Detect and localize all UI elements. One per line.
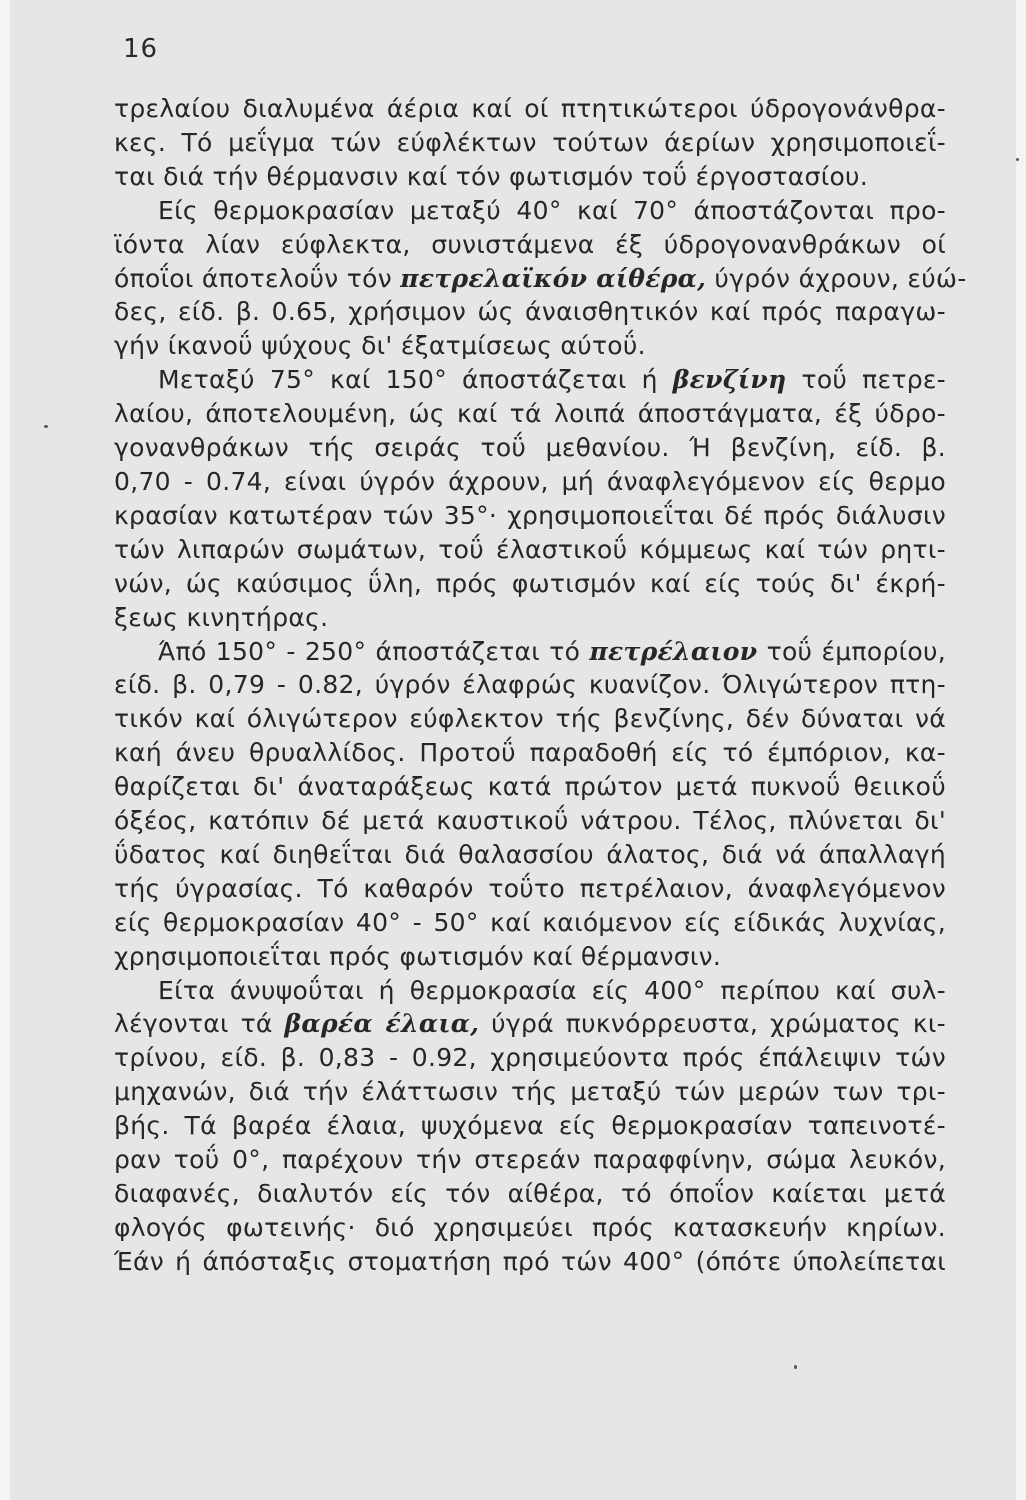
scan-speck bbox=[44, 425, 48, 428]
emphasized-term: πετρελαϊκόν αίθέρα, bbox=[400, 263, 707, 293]
line-text: ΰδατος καί διηθεΐται διά θαλασσίου άλατος, διά νά άπαλλαγή bbox=[114, 839, 946, 869]
line-text: Είτα άνυψοΰται ή θερμοκρασία είς 400° περίπου καί συλ- bbox=[158, 975, 946, 1005]
text-line bbox=[114, 601, 946, 635]
line-text: διαφανές, διαλυτόν είς τόν αίθέρα, τό όποΐον καίεται μετά bbox=[114, 1179, 946, 1208]
line-text: ραν τοΰ 0°, παρέχουν τήν στερεάν παραφφίνην, σώμα λευκόν, bbox=[114, 1145, 946, 1175]
line-text: φλογός φωτεινής· διό χρησιμεύει πρός κατασκευήν κηρίων. bbox=[114, 1212, 946, 1242]
line-text: τικόν καί όλιγώτερον εύφλεκτον τής βενζίνης, δέν δύναται νά bbox=[114, 704, 946, 734]
line-text: βής. Τά βαρέα έλαια, ψυχόμενα είς θερμοκρασίαν ταπεινοτέ- bbox=[114, 1111, 946, 1141]
text-line bbox=[114, 160, 946, 194]
line-text: τρίνου, είδ. β. 0,83 - 0.92, χρησιμεύοντα πρός έπάλειψιν τών bbox=[114, 1043, 946, 1073]
text-line bbox=[114, 295, 946, 329]
line-text: ξεως κινητήρας. bbox=[114, 602, 329, 632]
text-line bbox=[114, 1041, 946, 1075]
line-text: τής ύγρασίας. Τό καθαρόν τοΰτο πετρέλαιον, άναφλεγόμενον bbox=[114, 873, 946, 903]
text-line bbox=[114, 194, 946, 228]
emphasized-term: βενζίνη bbox=[672, 365, 787, 395]
line-text: 0,70 - 0.74, είναι ύγρόν άχρουν, μή άναφλεγόμενον είς θερμο bbox=[114, 466, 946, 496]
body-text bbox=[114, 92, 967, 1279]
line-text: λαίου, άποτελουμένη, ώς καί τά λοιπά άποστάγματα, έξ ύδρο- bbox=[114, 399, 946, 429]
text-line bbox=[114, 974, 946, 1008]
line-text: ϊόντα λίαν εύφλεκτα, συνιστάμενα έξ ύδρογονανθράκων οί bbox=[114, 229, 946, 259]
line-text: Έάν ή άπόσταξις στοματήση πρό τών 400° (όπότε ύπολείπεται bbox=[114, 1246, 946, 1276]
text-line bbox=[114, 1211, 946, 1245]
line-text: νών, ώς καύσιμος ΰλη, πρός φωτισμόν καί είς τούς δι' έκρή- bbox=[114, 568, 946, 598]
line-text: γονανθράκων τής σειράς τοΰ μεθανίου. Ή βενζίνη, είδ. β. bbox=[114, 433, 946, 463]
text-line bbox=[114, 363, 946, 397]
line-text: χρησιμοποιεΐται πρός φωτισμόν καί θέρμανσιν. bbox=[114, 941, 722, 971]
text-line bbox=[114, 736, 946, 770]
line-text: τών λιπαρών σωμάτων, τοΰ έλαστικοΰ κόμμεως καί τών ρητι- bbox=[114, 534, 946, 564]
text-line bbox=[114, 1245, 946, 1279]
text-line bbox=[114, 567, 946, 601]
text-line bbox=[114, 702, 946, 736]
line-text: τοΰ έμπορίου, bbox=[757, 636, 946, 666]
text-line bbox=[114, 635, 946, 669]
text-line bbox=[114, 1143, 946, 1177]
line-text: λέγονται τά bbox=[114, 1009, 285, 1039]
page-number: 16 bbox=[123, 34, 159, 64]
line-text: ύγρά πυκνόρρευστα, χρώματος κι- bbox=[479, 1009, 946, 1039]
line-text: Μεταξύ 75° καί 150° άποστάζεται ή bbox=[158, 365, 673, 395]
text-line bbox=[114, 770, 946, 804]
line-text: μηχανών, διά τήν έλάττωσιν τής μεταξύ τών μερών των τρι- bbox=[114, 1077, 946, 1107]
line-text: όποΐοι άποτελοΰν τόν bbox=[114, 263, 401, 293]
text-line bbox=[114, 499, 946, 533]
line-text: γήν ίκανοΰ ψύχους δι' έξατμίσεως αύτοΰ. bbox=[114, 331, 646, 361]
line-text: καή άνευ θρυαλλίδος. Προτοΰ παραδοθή είς τό έμπόριον, κα- bbox=[114, 738, 946, 768]
text-line bbox=[114, 940, 946, 974]
line-text: τρελαίου διαλυμένα άέρια καί οί πτητικώτεροι ύδρογονάνθρα- bbox=[114, 94, 946, 123]
text-line bbox=[114, 668, 946, 702]
text-line bbox=[114, 872, 946, 906]
line-text: κες. Τό μεΐγμα τών εύφλέκτων τούτων άερίων χρησιμοποιεΐ- bbox=[114, 127, 946, 157]
text-line bbox=[114, 1109, 946, 1143]
line-text: είς θερμοκρασίαν 40° - 50° καί καιόμενον είς είδικάς λυχνίας, bbox=[114, 907, 946, 937]
line-text: είδ. β. 0,79 - 0.82, ύγρόν έλαφρώς κυανίζον. Όλιγώτερον πτη- bbox=[114, 670, 946, 700]
text-line bbox=[114, 465, 946, 499]
text-line bbox=[114, 906, 946, 940]
line-text: θαρίζεται δι' άναταράξεως κατά πρώτον μετά πυκνοΰ θειικοΰ bbox=[114, 772, 946, 802]
text-line bbox=[114, 1007, 946, 1041]
scan-speck bbox=[1016, 158, 1019, 161]
text-line bbox=[114, 228, 946, 262]
text-line bbox=[114, 1075, 946, 1109]
text-line bbox=[114, 431, 946, 465]
text-line bbox=[114, 329, 946, 363]
emphasized-term: πετρέλαιον bbox=[589, 636, 758, 666]
text-line bbox=[114, 838, 946, 872]
scan-speck bbox=[794, 1365, 797, 1369]
line-text: τοΰ πετρε- bbox=[786, 365, 947, 395]
line-text: Είς θερμοκρασίαν μεταξύ 40° καί 70° άποστάζονται προ- bbox=[158, 195, 946, 225]
text-line bbox=[114, 262, 967, 296]
line-text: ύγρόν άχρουν, εύώ- bbox=[706, 263, 967, 293]
line-text: Άπό 150° - 250° άποστάζεται τό bbox=[158, 636, 590, 666]
line-text: ται διά τήν θέρμανσιν καί τόν φωτισμόν τοΰ έργοστασίου. bbox=[114, 161, 869, 191]
text-line bbox=[114, 804, 946, 838]
text-line bbox=[114, 533, 946, 567]
text-line bbox=[114, 126, 946, 160]
text-line bbox=[114, 1177, 946, 1211]
emphasized-term: βαρέα έλαια, bbox=[284, 1009, 480, 1039]
line-text: δες, είδ. β. 0.65, χρήσιμον ώς άναισθητικόν καί πρός παραγω- bbox=[114, 297, 946, 327]
text-line bbox=[114, 92, 946, 126]
text-line bbox=[114, 397, 946, 431]
line-text: όξέος, κατόπιν δέ μετά καυστικοΰ νάτρου. Τέλος, πλύνεται δι' bbox=[114, 806, 946, 836]
line-text: κρασίαν κατωτέραν τών 35°· χρησιμοποιεΐται δέ πρός διάλυσιν bbox=[114, 500, 946, 530]
